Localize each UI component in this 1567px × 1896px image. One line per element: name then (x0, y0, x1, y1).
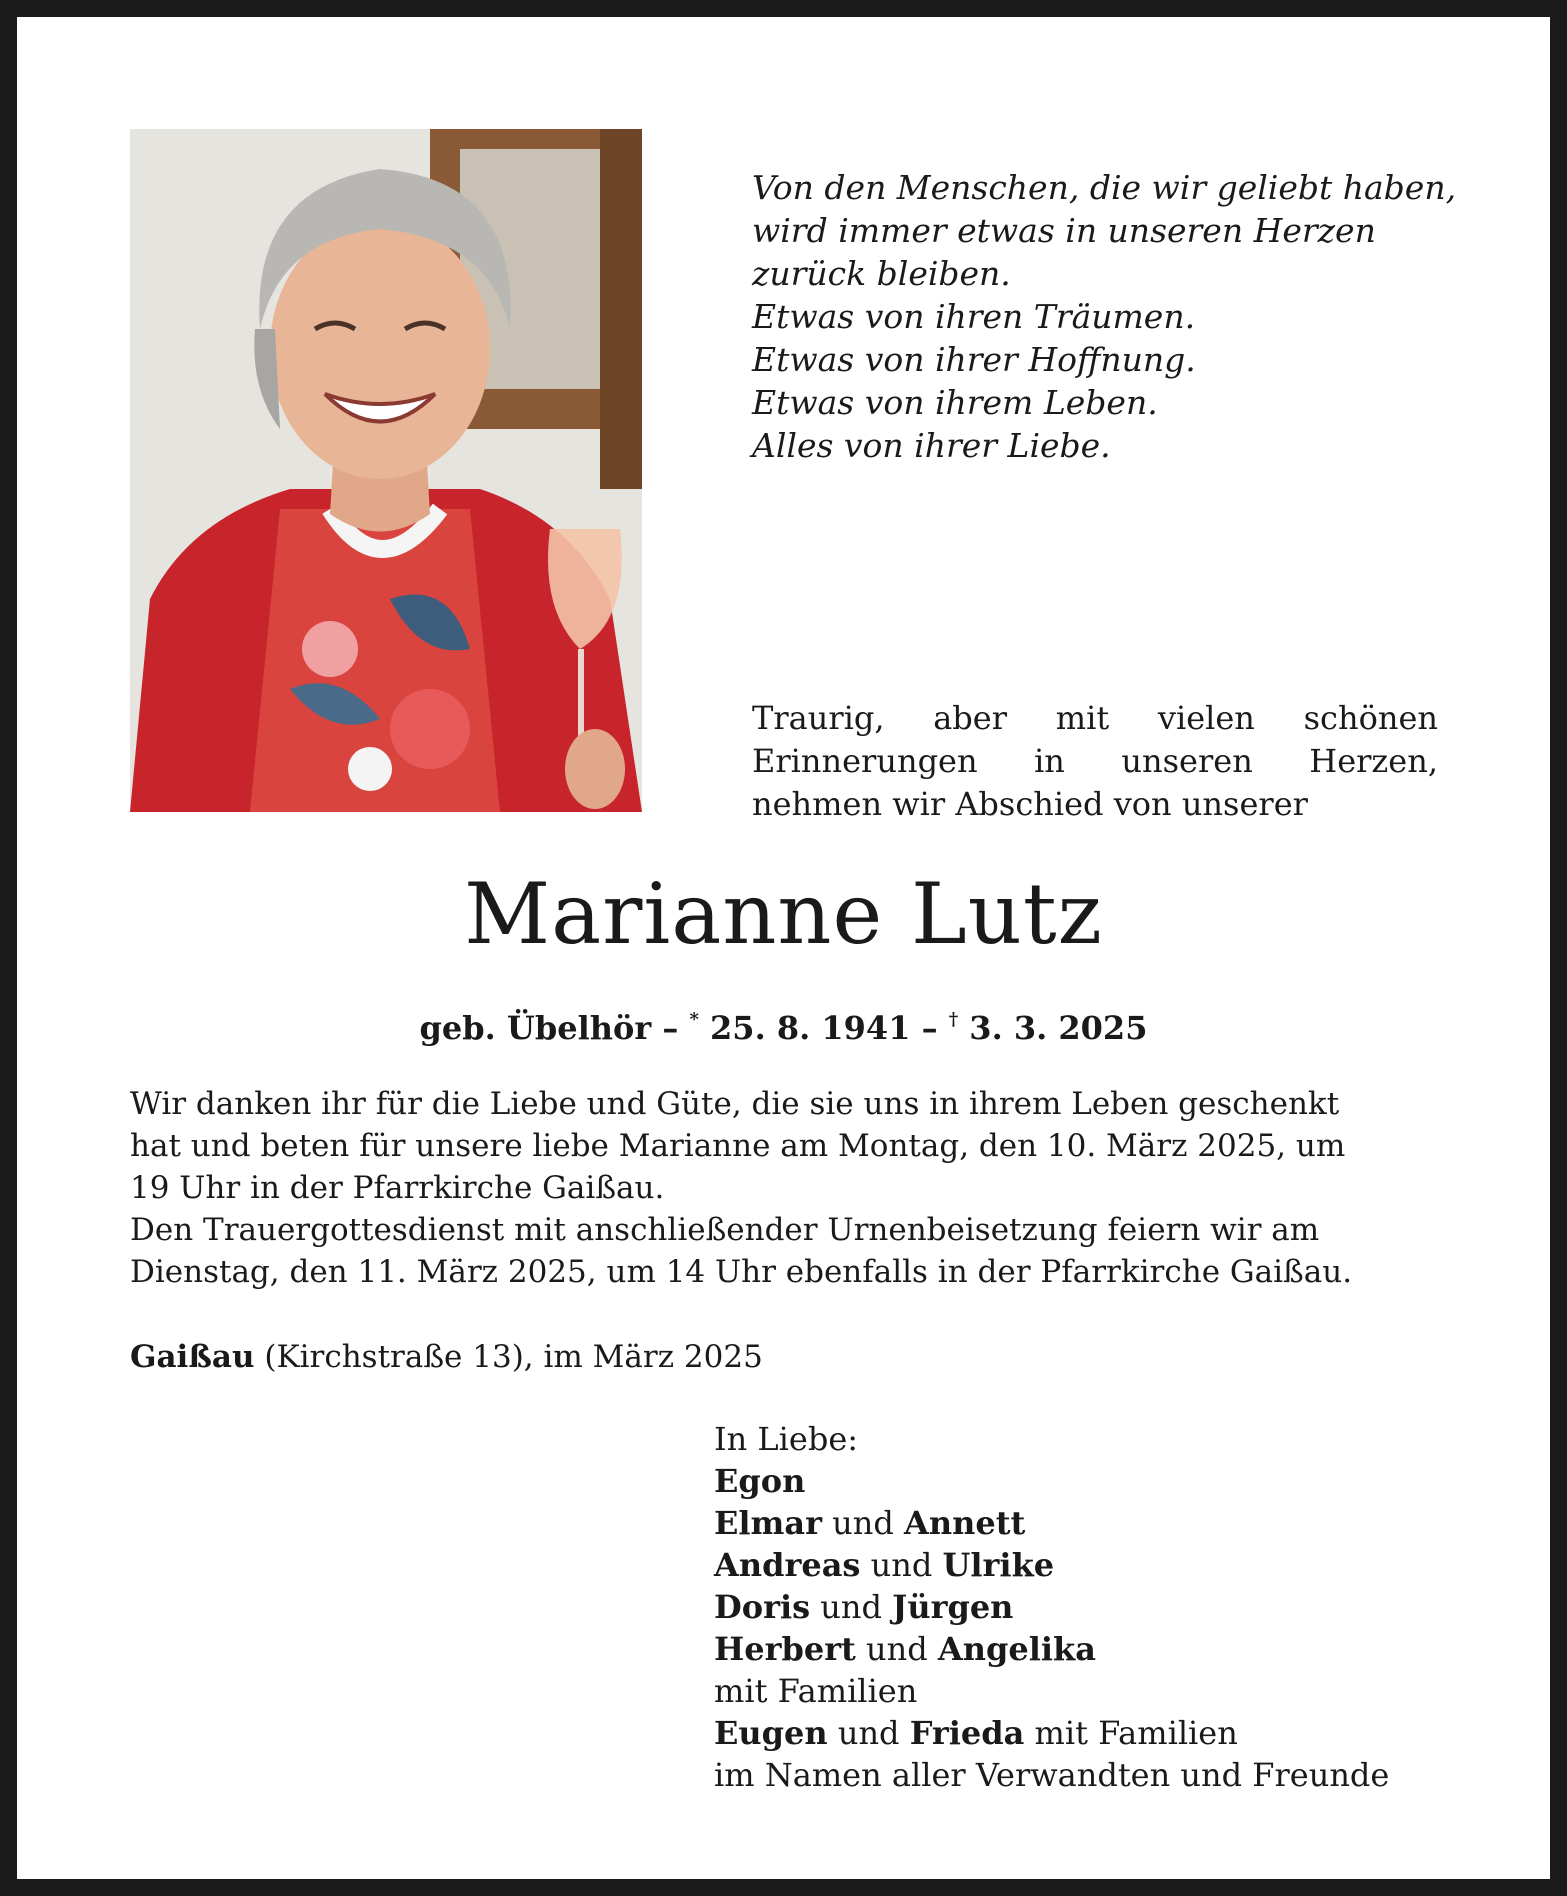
poem-line: Von den Menschen, die wir geliebt haben, (752, 168, 1457, 207)
mourner-name: Frieda (909, 1714, 1025, 1752)
mourner-name: Annett (904, 1504, 1026, 1542)
body-line: hat und beten für unsere liebe Marianne am Montag, den 10. März 2025, um (130, 1128, 1346, 1164)
body-line: Den Trauergottesdienst mit anschließender Urnenbeisetzung feiern wir am (130, 1212, 1320, 1248)
body-line: Wir danken ihr für die Liebe und Güte, die sie uns in ihrem Leben geschenkt (130, 1086, 1340, 1122)
mourner-line (714, 1544, 1434, 1586)
farewell-intro: Traurig, aber mit vielen schönen Erinnerungen in unseren Herzen, nehmen wir Abschied von unserer (752, 699, 1438, 823)
mourner-name: Doris (714, 1588, 811, 1626)
poem-line: wird immer etwas in unseren Herzen (752, 211, 1376, 250)
mourner-name: Egon (714, 1462, 806, 1500)
body-line: Dienstag, den 11. März 2025, um 14 Uhr ebenfalls in der Pfarrkirche Gaißau. (130, 1254, 1353, 1290)
mourner-name: Jürgen (892, 1588, 1014, 1626)
poem-line: Etwas von ihrer Hoffnung. (752, 340, 1196, 379)
birth-symbol: * (689, 1009, 699, 1030)
mourners-list (714, 1418, 1434, 1796)
place-date-line (130, 1336, 1130, 1378)
conjunction: und (860, 1546, 943, 1584)
mourner-line: im Namen aller Verwandten und Freunde (714, 1756, 1390, 1794)
mourner-name: Angelika (937, 1630, 1096, 1668)
mourner-line (714, 1586, 1434, 1628)
conjunction: und (822, 1504, 905, 1542)
mourner-name: Eugen (714, 1714, 828, 1752)
mourner-name: Herbert (714, 1630, 856, 1668)
mourner-line (714, 1502, 1434, 1544)
birth-name: geb. Übelhör – (419, 1009, 690, 1047)
portrait-photo (130, 129, 642, 812)
mourner-suffix: mit Familien (1024, 1714, 1238, 1752)
poem-line: zurück bleiben. (752, 254, 1011, 293)
poem-line: Etwas von ihrem Leben. (752, 383, 1158, 422)
mourner-name: Ulrike (942, 1546, 1055, 1584)
death-date: 3. 3. 2025 (958, 1009, 1148, 1047)
place-address: (Kirchstraße 13), im März 2025 (254, 1339, 763, 1375)
body-line: 19 Uhr in der Pfarrkirche Gaißau. (130, 1170, 665, 1206)
mourner-line (714, 1460, 1434, 1502)
conjunction: und (827, 1714, 910, 1752)
poem-line: Alles von ihrer Liebe. (752, 426, 1111, 465)
poem (752, 166, 1472, 467)
mourners-intro: In Liebe: (714, 1420, 859, 1458)
portrait-illustration (130, 129, 642, 812)
conjunction: und (855, 1630, 938, 1668)
conjunction: und (810, 1588, 893, 1626)
mourner-line (714, 1712, 1434, 1754)
deceased-name: Marianne Lutz (464, 865, 1103, 963)
mourner-name: Andreas (714, 1546, 861, 1584)
poem-line: Etwas von ihren Träumen. (752, 297, 1196, 336)
mourner-line: mit Familien (714, 1672, 918, 1710)
place-town: Gaißau (130, 1339, 255, 1375)
mourner-name: Elmar (714, 1504, 822, 1542)
birth-date: 25. 8. 1941 – (698, 1009, 949, 1047)
service-details (130, 1083, 1440, 1293)
death-symbol: † (948, 1009, 959, 1030)
life-dates (0, 998, 1567, 1050)
mourner-line (714, 1628, 1434, 1670)
